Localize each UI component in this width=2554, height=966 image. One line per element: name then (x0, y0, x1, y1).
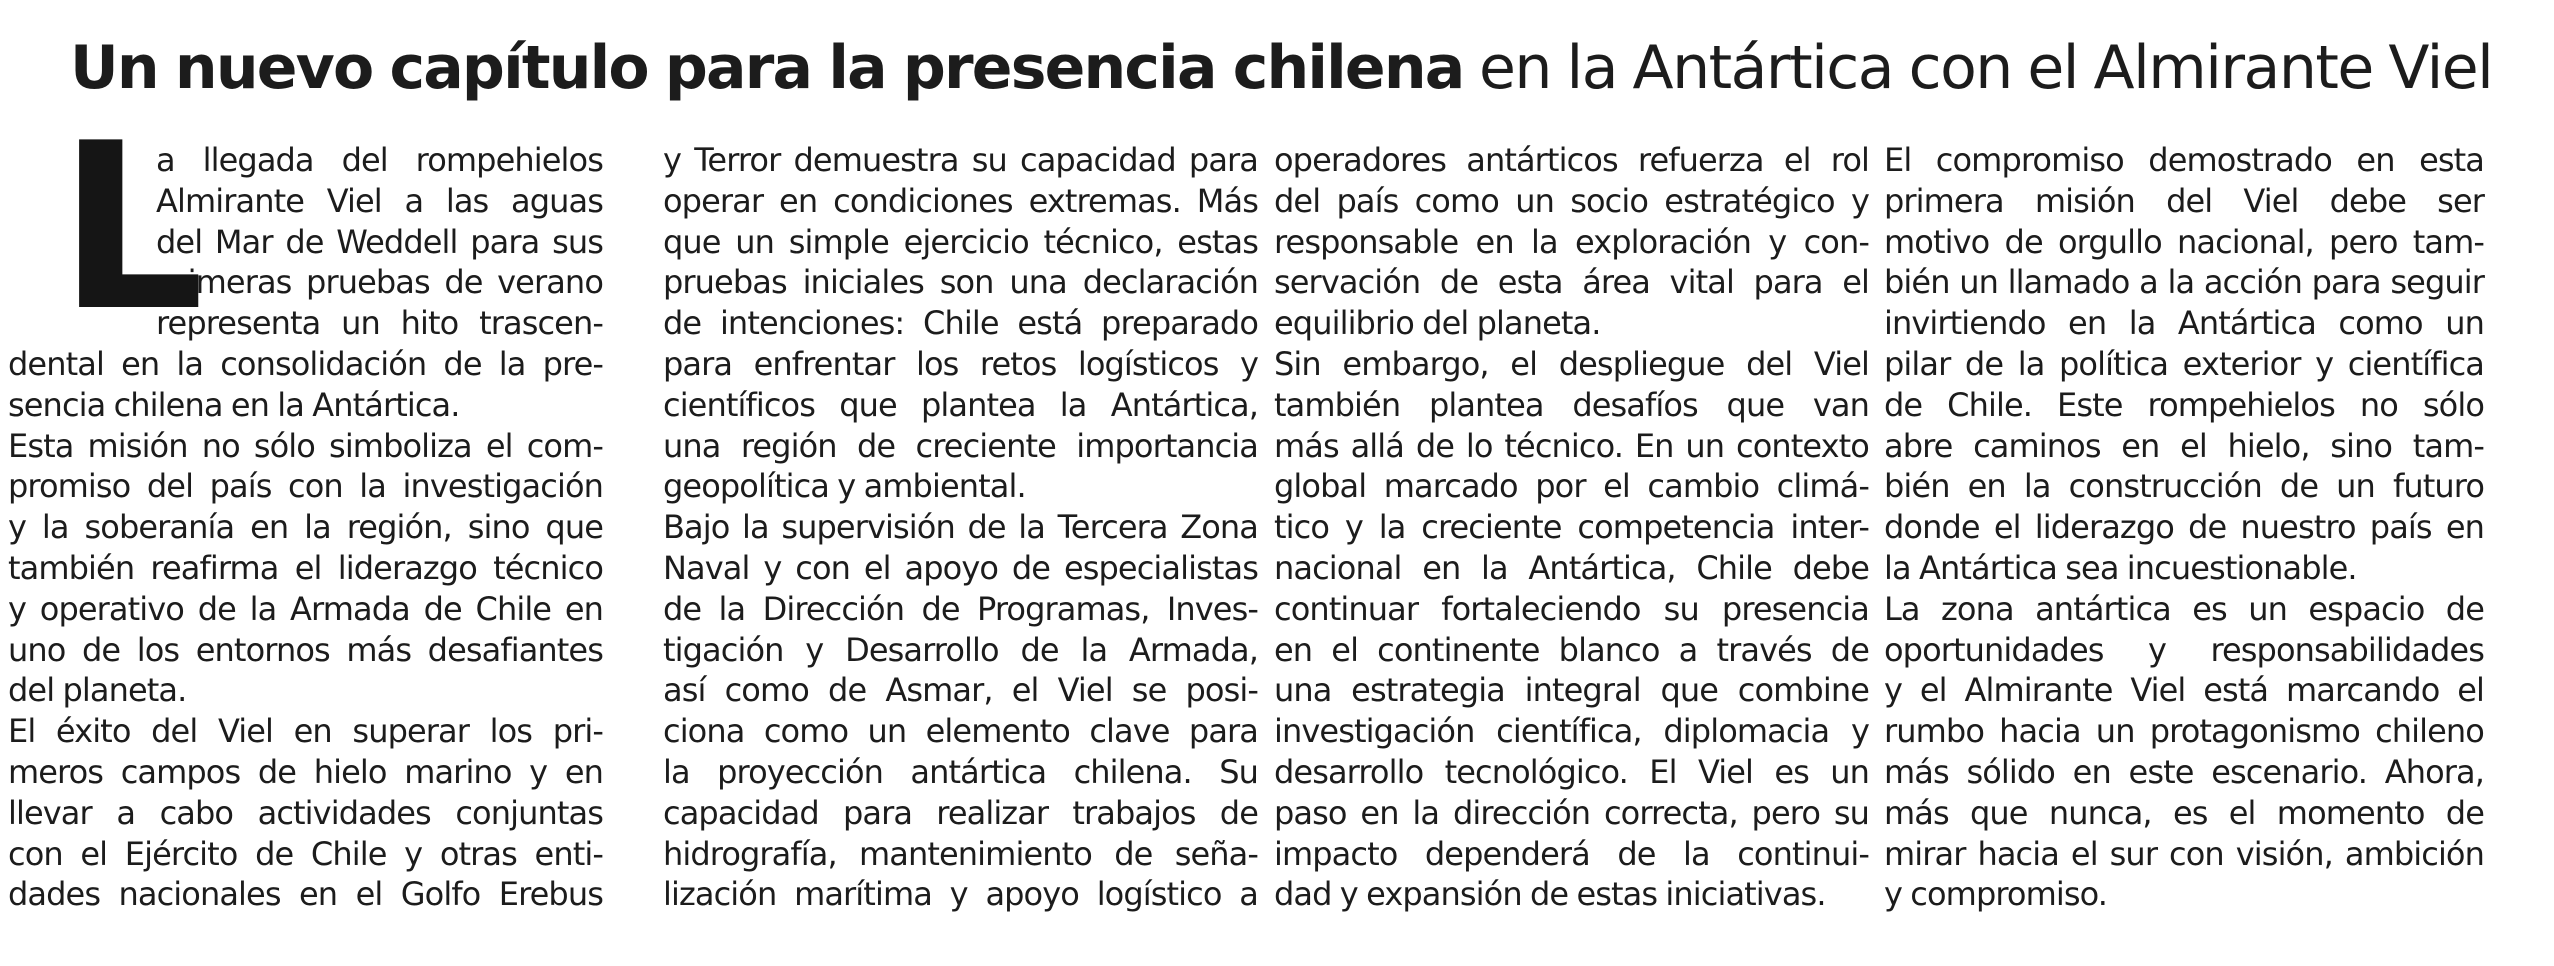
text-line: ciona como un elemento clave para (663, 712, 1258, 751)
article-column-4 (1884, 140, 2484, 915)
text-line: así como de Asmar, el Viel se posi- (663, 671, 1258, 710)
text-line: hidrografía, mantenimiento de seña- (663, 834, 1258, 873)
text-line: continuar fortaleciendo su presencia (1274, 589, 1869, 628)
text-line: uno de los entornos más desafiantes (8, 630, 603, 669)
text-line: sencia chilena en la Antártica. (8, 385, 460, 424)
text-line: promiso del país con la investigación (8, 467, 603, 506)
text-line: bién en la construcción de un futuro (1884, 467, 2484, 506)
drop-cap (8, 95, 204, 362)
text-line: dad y expansión de estas iniciativas. (1274, 875, 1826, 914)
text-line: motivo de orgullo nacional, pero tam- (1884, 222, 2484, 261)
text-line: a llegada del rompehielos (156, 141, 603, 179)
text-line: lización marítima y apoyo logístico a (663, 875, 1258, 914)
text-line: la proyección antártica chilena. Su (663, 752, 1258, 791)
text-line: operar en condiciones extremas. Más (663, 181, 1258, 220)
text-line: servación de esta área vital para el (1274, 263, 1869, 302)
text-line: que un simple ejercicio técnico, estas (663, 222, 1258, 261)
text-line: Bajo la supervisión de la Tercera Zona (663, 508, 1258, 547)
text-line: de la Dirección de Programas, Inves- (663, 589, 1258, 628)
text-line: La zona antártica es un espacio de (1884, 589, 2484, 628)
text-line: una región de creciente importancia (663, 426, 1258, 465)
text-line: tigación y Desarrollo de la Armada, (663, 630, 1258, 669)
text-line: más allá de lo técnico. En un contexto (1274, 426, 1869, 465)
text-line: operadores antárticos refuerza el rol (1274, 141, 1869, 179)
text-line: más sólido en este escenario. Ahora, (1884, 752, 2484, 791)
text-line: y operativo de la Armada de Chile en (8, 589, 603, 628)
text-line: meros campos de hielo marino y en (8, 752, 603, 791)
text-line: desarrollo tecnológico. El Viel es un (1274, 752, 1869, 791)
text-line: pilar de la política exterior y científica (1884, 344, 2484, 383)
article-column-2 (663, 140, 1258, 915)
article-headline (70, 18, 2510, 118)
text-line: primera misión del Viel debe ser (1884, 181, 2484, 220)
text-line: Sin embargo, el despliegue del Viel (1274, 344, 1869, 383)
text-line: en el continente blanco a través de (1274, 630, 1869, 669)
text-line: también plantea desafíos que van (1274, 385, 1869, 424)
text-line: y compromiso. (1884, 875, 2108, 914)
headline-light-part: en la Antártica con el Almirante Viel (1479, 33, 2493, 103)
text-line: responsable en la exploración y con- (1274, 222, 1869, 261)
text-line: impacto dependerá de la continui- (1274, 834, 1869, 873)
text-line: oportunidades y responsabilidades (1884, 630, 2484, 669)
headline-bold-part: Un nuevo capítulo para la presencia chilena (70, 33, 1464, 103)
text-line: invirtiendo en la Antártica como un (1884, 304, 2484, 343)
text-line: de intenciones: Chile está preparado (663, 304, 1258, 343)
text-line: dades nacionales en el Golfo Erebus (8, 875, 603, 914)
text-line: abre caminos en el hielo, sino tam- (1884, 426, 2484, 465)
text-line: y Terror demuestra su capacidad para (663, 141, 1258, 179)
text-line: una estrategia integral que combine (1274, 671, 1869, 710)
text-line: global marcado por el cambio climá- (1274, 467, 1869, 506)
text-line: para enfrentar los retos logísticos y (663, 344, 1258, 383)
text-line: y la soberanía en la región, sino que (8, 508, 603, 547)
article-column-3 (1274, 140, 1869, 915)
text-line: El éxito del Viel en superar los pri- (8, 712, 603, 751)
text-line: la Antártica sea incuestionable. (1884, 548, 2357, 587)
text-line: más que nunca, es el momento de (1884, 793, 2484, 832)
text-line: del Mar de Weddell para sus (156, 222, 603, 261)
text-line: y el Almirante Viel está marcando el (1884, 671, 2484, 710)
text-line: del planeta. (8, 671, 187, 710)
text-line: paso en la dirección correcta, pero su (1274, 793, 1869, 832)
text-line: mirar hacia el sur con visión, ambición (1884, 834, 2484, 873)
text-line: nacional en la Antártica, Chile debe (1274, 548, 1869, 587)
text-line: primeras pruebas de verano (156, 263, 603, 302)
text-line: bién un llamado a la acción para seguir (1884, 263, 2484, 302)
text-line: investigación científica, diplomacia y (1274, 712, 1869, 751)
text-line: Almirante Viel a las aguas (156, 181, 603, 220)
text-line: representa un hito trascen- (156, 304, 603, 343)
text-line: del país como un socio estratégico y (1274, 181, 1869, 220)
text-line: donde el liderazgo de nuestro país en (1884, 508, 2484, 547)
text-line: equilibrio del planeta. (1274, 304, 1601, 343)
text-line: rumbo hacia un protagonismo chileno (1884, 712, 2484, 751)
article-column-1 (8, 95, 603, 915)
text-line: llevar a cabo actividades conjuntas (8, 793, 603, 832)
text-line: con el Ejército de Chile y otras enti- (8, 834, 603, 873)
text-line: pruebas iniciales son una declaración (663, 263, 1258, 302)
text-line: El compromiso demostrado en esta (1884, 141, 2484, 179)
text-line: Esta misión no sólo simboliza el com- (8, 426, 603, 465)
text-line: geopolítica y ambiental. (663, 467, 1026, 506)
text-line: también reafirma el liderazgo técnico (8, 548, 603, 587)
text-line: Naval y con el apoyo de especialistas (663, 548, 1258, 587)
text-line: científicos que plantea la Antártica, (663, 385, 1258, 424)
text-line: de Chile. Este rompehielos no sólo (1884, 385, 2484, 424)
text-line: dental en la consolidación de la pre- (8, 344, 603, 383)
text-line: capacidad para realizar trabajos de (663, 793, 1258, 832)
text-line: tico y la creciente competencia inter- (1274, 508, 1869, 547)
drop-cap-letter: L (58, 95, 204, 362)
